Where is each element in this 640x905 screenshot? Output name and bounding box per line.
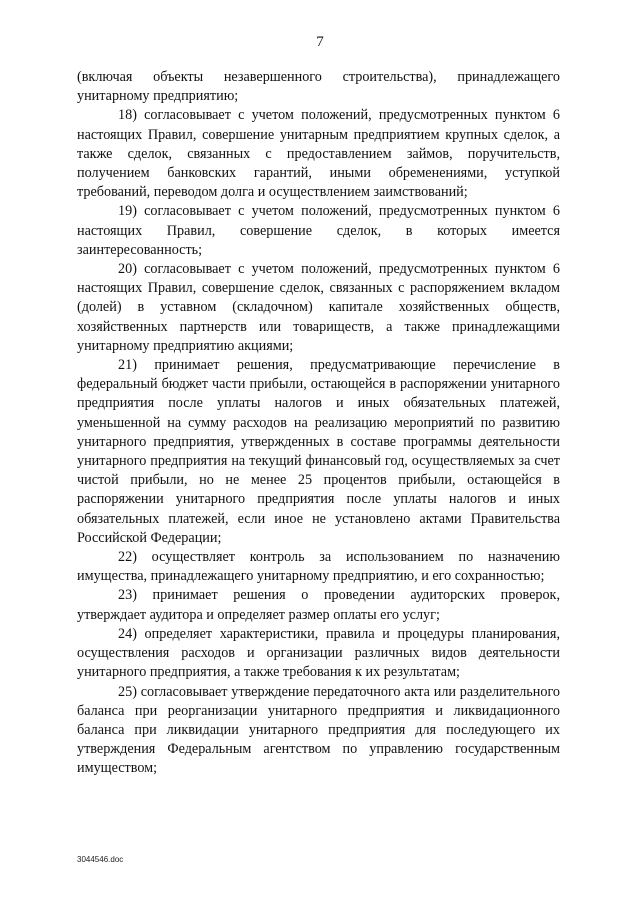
paragraph-item-23: 23) принимает решения о проведении аудиторских проверок, утверждает аудитора и определяет размер оплаты его услуг; bbox=[77, 587, 560, 623]
paragraph-item-20: 20) согласовывает с учетом положений, предусмотренных пунктом 6 настоящих Правил, совершение сделок, связанных с распоряжением вкладом (долей) в уставном (складочном) капитале хозяйственных обществ, хозяйственных партнерств или товариществ, а также принадлежащими унитарному предприятию акциями; bbox=[77, 261, 560, 354]
paragraph-continuation: (включая объекты незавершенного строительства), принадлежащего унитарному предприятию; bbox=[77, 69, 560, 105]
page-number: 7 bbox=[316, 34, 324, 50]
paragraph-item-25: 25) согласовывает утверждение передаточного акта или разделительного баланса при реорганизации унитарного предприятия и ликвидационного баланса при ликвидации унитарного предприятия для последующего их утверждения Федеральным агентством по управлению государственным имуществом; bbox=[77, 683, 560, 777]
paragraph-item-21: 21) принимает решения, предусматривающие перечисление в федеральный бюджет части прибыли, остающейся в распоряжении унитарного предприятия после уплаты налогов и иных обязательных платежей, уменьшенной на сумму расходов на реализацию мероприятий по развитию унитарного предприятия, утвержденных в составе программы деятельности унитарного предприятия на текущий финансовый год, осуществляемых за счет чистой прибыли, но не менее 25 процентов прибыли, остающейся в распоряжении унитарного предприятия после уплаты налогов и иных обязательных платежей, если иное не установлено актами Правительства Российской Федерации; bbox=[77, 357, 560, 546]
paragraph-item-19: 19) согласовывает с учетом положений, предусмотренных пунктом 6 настоящих Правил, совершение сделок, в которых имеется заинтересованность; bbox=[77, 203, 560, 258]
document-filename: 3044546.doc bbox=[77, 855, 124, 864]
document-body bbox=[77, 68, 560, 779]
paragraph-item-22: 22) осуществляет контроль за использованием по назначению имущества, принадлежащего унитарному предприятию, и его сохранностью; bbox=[77, 549, 560, 585]
paragraph-item-24: 24) определяет характеристики, правила и процедуры планирования, осуществления расходов и организации различных видов деятельности унитарного предприятия, а также требования к их результатам; bbox=[77, 625, 560, 681]
paragraph-item-18: 18) согласовывает с учетом положений, предусмотренных пунктом 6 настоящих Правил, совершение унитарным предприятием крупных сделок, а также сделок, связанных с предоставлением займов, поручительств, получением банковских гарантий, иными обременениями, уступкой требований, переводом долга и осуществлением заимствований; bbox=[77, 107, 560, 201]
